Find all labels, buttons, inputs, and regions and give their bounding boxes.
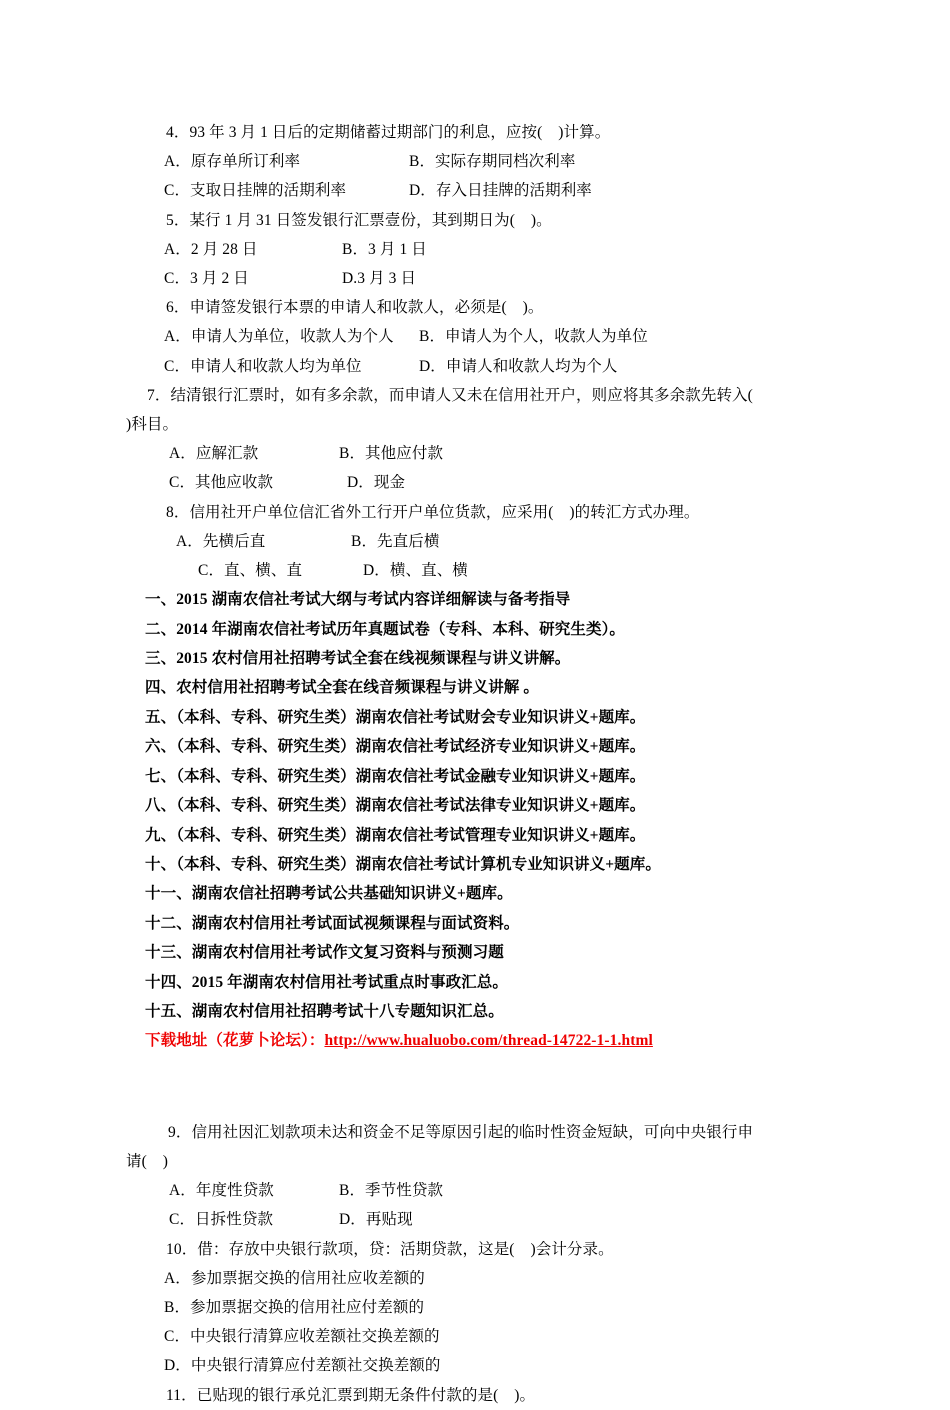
- option-5-B: B．3 月 1 日: [342, 240, 427, 258]
- option-7-A: A．应解汇款: [169, 445, 259, 463]
- question-stem-7-line2: )科目。: [126, 416, 179, 434]
- download-link[interactable]: http://www.hualuobo.com/thread-14722-1-1.html: [324, 1032, 653, 1050]
- option-9-B: B．季节性贷款: [339, 1182, 444, 1200]
- option-row-4-1: [145, 147, 800, 176]
- option-8-B: B．先直后横: [351, 532, 440, 550]
- option-10-C: C．中央银行清算应收差额社交换差额的: [164, 1328, 440, 1346]
- option-row-4-2: [145, 176, 800, 205]
- question-stem-11: 11．已贴现的银行承兑汇票到期无条件付款的是( )。: [166, 1386, 536, 1404]
- option-row-7-1: [145, 439, 800, 468]
- option-row-7-2: [145, 468, 800, 497]
- option-9-C: C．日拆性贷款: [169, 1211, 274, 1229]
- question-stem-5: 5．某行 1 月 31 日签发银行汇票壹份，其到期日为( )。: [166, 211, 552, 229]
- catalogue-item-8: 八、（本科、专科、研究生类）湖南农信社考试法律专业知识讲义+题库。: [145, 797, 646, 815]
- question-stem-4: 4．93 年 3 月 1 日后的定期储蓄过期部门的利息，应按( )计算。: [166, 124, 611, 141]
- question-stem-8: 8．信用社开户单位信汇省外工行开户单位货款，应采用( )的转汇方式办理。: [166, 503, 700, 521]
- option-row-6-2: [145, 352, 800, 381]
- catalogue-item-13: 十三、湖南农村信用社考试作文复习资料与预测习题: [145, 944, 504, 962]
- section-spacer: [145, 1056, 800, 1118]
- catalogue-item-3: 三、2015 农村信用社招聘考试全套在线视频课程与讲义讲解。: [145, 650, 571, 668]
- option-row-9-1: [145, 1176, 800, 1205]
- option-row-8-2: [145, 556, 800, 585]
- option-row-9-2: [145, 1205, 800, 1234]
- download-address-line: [145, 1026, 800, 1055]
- option-row-5-1: [145, 235, 800, 264]
- catalogue-item-10: 十、（本科、专科、研究生类）湖南农信社考试计算机专业知识讲义+题库。: [145, 855, 661, 873]
- catalogue-list: [145, 585, 800, 1026]
- option-6-B: B．申请人为个人，收款人为单位: [419, 328, 648, 346]
- option-8-D: D．横、直、横: [363, 562, 468, 580]
- option-8-C: C．直、横、直: [198, 562, 303, 580]
- option-6-A: A．申请人为单位，收款人为个人: [164, 328, 394, 346]
- catalogue-item-12: 十二、湖南农村信用社考试面试视频课程与面试资料。: [145, 914, 520, 932]
- option-6-C: C．申请人和收款人均为单位: [164, 357, 362, 375]
- option-9-D: D．再贴现: [339, 1211, 413, 1229]
- option-10-B: B．参加票据交换的信用社应付差额的: [164, 1298, 425, 1316]
- option-4-A: A．原存单所订利率: [164, 153, 301, 171]
- catalogue-item-15: 十五、湖南农村信用社招聘考试十八专题知识汇总。: [145, 1002, 504, 1020]
- option-8-A: A．先横后直: [176, 532, 266, 550]
- option-row-8-1: [145, 527, 800, 556]
- download-label: 下载地址（花萝卜论坛）：: [145, 1032, 325, 1050]
- option-5-A: A．2 月 28 日: [164, 240, 258, 258]
- option-row-5-2: [145, 264, 800, 293]
- question-stem-9-line2: 请( ): [126, 1152, 169, 1170]
- option-7-C: C．其他应收款: [169, 474, 274, 492]
- question-stem-6: 6．申请签发银行本票的申请人和收款人，必须是( )。: [166, 299, 544, 317]
- catalogue-item-5: 五、（本科、专科、研究生类）湖南农信社考试财会专业知识讲义+题库。: [145, 708, 646, 726]
- option-4-D: D．存入日挂牌的活期利率: [409, 182, 592, 200]
- catalogue-item-14: 十四、2015 年湖南农村信用社考试重点时事政汇总。: [145, 973, 508, 991]
- option-5-C: C．3 月 2 日: [164, 270, 249, 288]
- option-6-D: D．申请人和收款人均为个人: [419, 357, 618, 375]
- catalogue-item-1: 一、2015 湖南农信社考试大纲与考试内容详细解读与备考指导: [145, 591, 571, 609]
- document-body: [126, 118, 800, 1410]
- catalogue-item-6: 六、（本科、专科、研究生类）湖南农信社考试经济专业知识讲义+题库。: [145, 738, 646, 756]
- option-10-A: A．参加票据交换的信用社应收差额的: [164, 1269, 425, 1287]
- catalogue-item-7: 七、（本科、专科、研究生类）湖南农信社考试金融专业知识讲义+题库。: [145, 767, 646, 785]
- question-stem-10: 10．借：存放中央银行款项，贷：活期贷款，这是( )会计分录。: [166, 1240, 614, 1258]
- option-4-C: C．支取日挂牌的活期利率: [164, 182, 347, 200]
- catalogue-item-4: 四、农村信用社招聘考试全套在线音频课程与讲义讲解 。: [145, 679, 539, 697]
- option-4-B: B．实际存期同档次利率: [409, 153, 576, 171]
- option-5-D: D.3 月 3 日: [342, 270, 417, 288]
- question-stem-9-line1: 9．信用社因汇划款项未达和资金不足等原因引起的临时性资金短缺，可向中央银行申: [168, 1123, 754, 1141]
- catalogue-item-11: 十一、湖南农信社招聘考试公共基础知识讲义+题库。: [145, 885, 513, 903]
- option-9-A: A．年度性贷款: [169, 1182, 274, 1200]
- catalogue-item-2: 二、2014 年湖南农信社考试历年真题试卷（专科、本科、研究生类）。: [145, 620, 626, 638]
- option-row-6-1: [145, 322, 800, 351]
- option-7-B: B．其他应付款: [339, 445, 444, 463]
- option-10-D: D．中央银行清算应付差额社交换差额的: [164, 1357, 441, 1375]
- catalogue-item-9: 九、（本科、专科、研究生类）湖南农信社考试管理专业知识讲义+题库。: [145, 826, 646, 844]
- option-7-D: D．现金: [347, 474, 406, 492]
- question-stem-7-line1: 7．结清银行汇票时，如有多余款，而申请人又未在信用社开户，则应将其多余款先转入(: [147, 386, 753, 404]
